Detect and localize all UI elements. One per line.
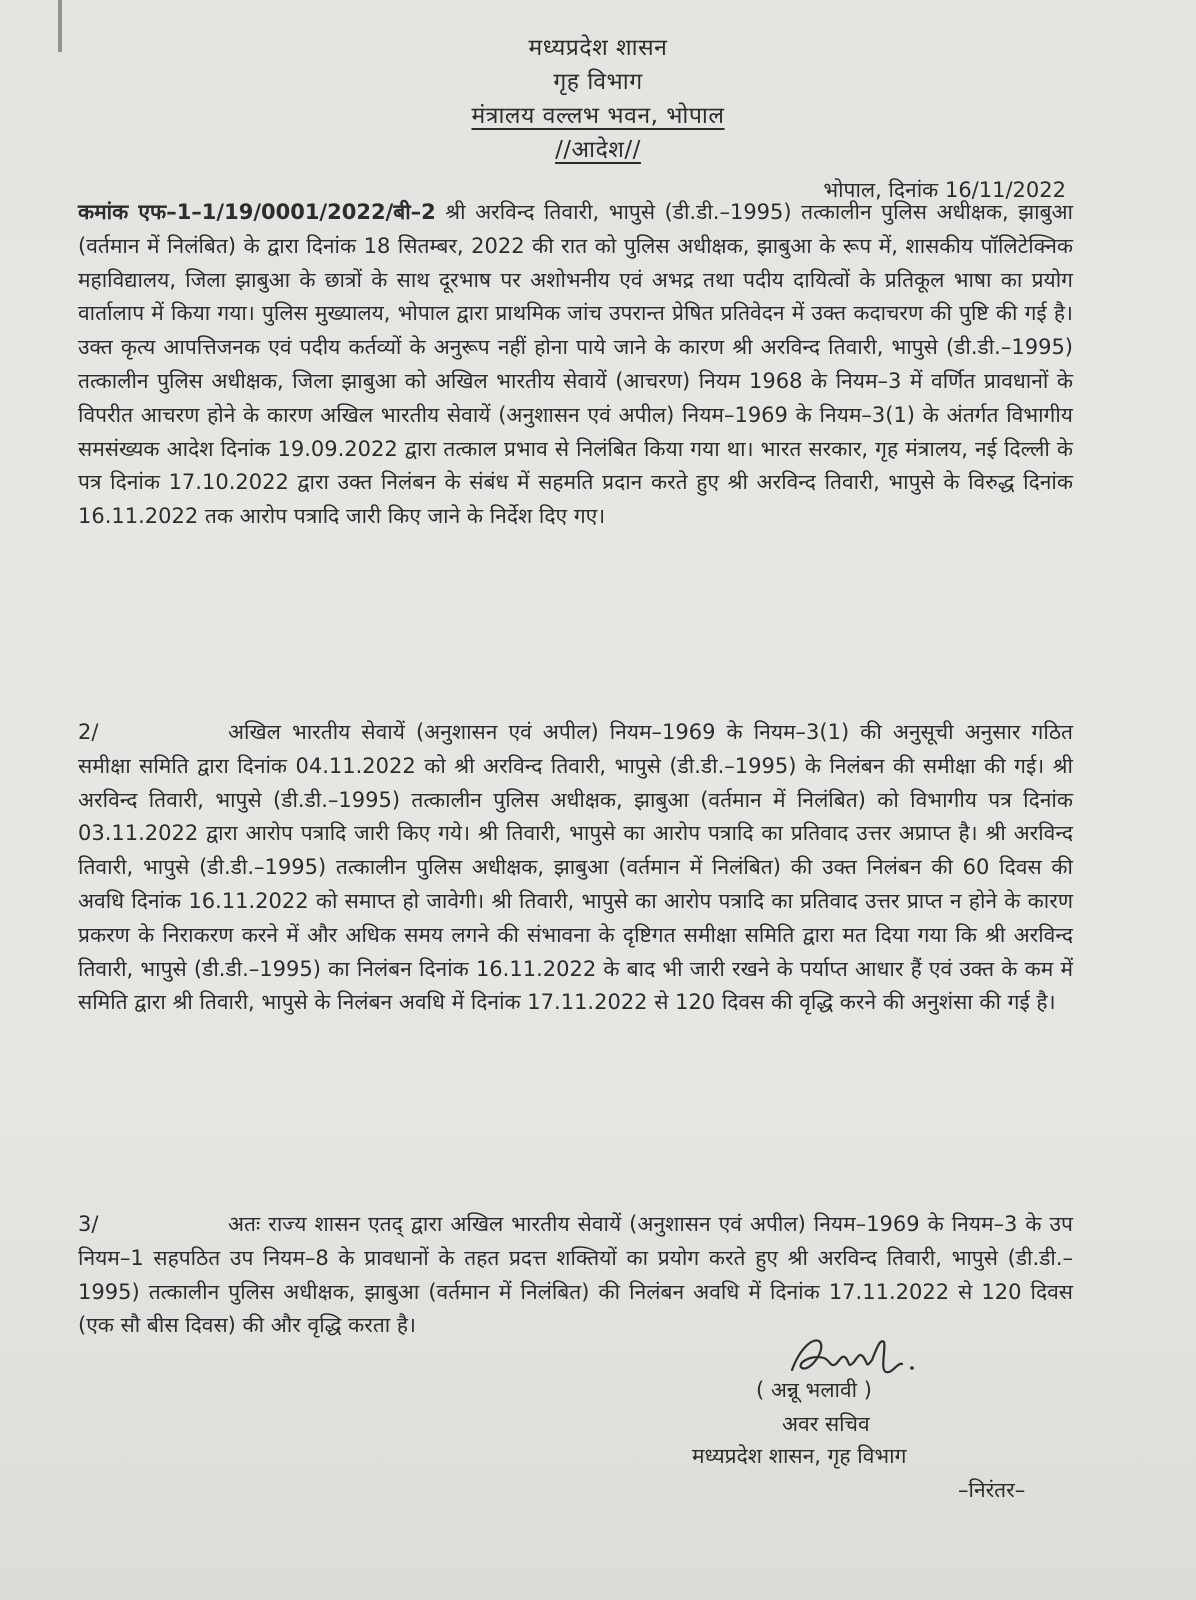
signatory-office: मध्यप्रदेश शासन, गृह विभाग	[692, 1444, 907, 1468]
order-date: भोपाल, दिनांक 16/11/2022	[823, 178, 1066, 202]
paragraph-3-text: अतः राज्य शासन एतद् द्वारा अखिल भारतीय सेवायें (अनुशासन एवं अपील) नियम–1969 के नियम–3 के उप नियम–1 सहपठित उप नियम–8 के प्रावधानों के तहत प्रदत्त शक्तियों का प्रयोग करते हुए श्री अरविन्द तिवारी, भापुसे (डी.डी.–1995) तत्कालीन पुलिस अधीक्षक, झाबुआ (वर्तमान में निलंबित) की निलंबन अवधि में दिनांक 17.11.2022 से 120 दिवस (एक सौ बीस दिवस) की और वृद्धि करता है।	[78, 1212, 1073, 1338]
header-government: मध्यप्रदेश शासन	[528, 35, 668, 61]
signatory-designation: अवर सचिव	[782, 1412, 870, 1436]
order-number: कमांक एफ–1–1/19/0001/2022/बी–2	[78, 200, 436, 224]
header-address: मंत्रालय वल्लभ भवन, भोपाल	[471, 103, 725, 129]
paragraph-2	[78, 716, 1073, 1020]
header-order-title: //आदेश//	[555, 137, 641, 163]
paragraph-1-text: श्री अरविन्द तिवारी, भापुसे (डी.डी.–1995) तत्कालीन पुलिस अधीक्षक, झाबुआ (वर्तमान में निलंबित) के द्वारा दिनांक 18 सितम्बर, 2022 की रात को पुलिस अधीक्षक, झाबुआ के रूप में, शासकीय पॉलिटेक्निक महाविद्यालय, जिला झाबुआ के छात्रों के साथ दूरभाष पर अशोभनीय एवं अभद्र तथा पदीय दायित्वों के प्रतिकूल भाषा का प्रयोग वार्तालाप में किया गया। पुलिस मुख्यालय, भोपाल द्वारा प्राथमिक जांच उपरान्त प्रेषित प्रतिवेदन में उक्त कदाचरण की पुष्टि की गई है। उक्त कृत्य आपत्तिजनक एवं पदीय कर्तव्यों के अनुरूप नहीं होना पाये जाने के कारण श्री अरविन्द तिवारी, भापुसे (डी.डी.–1995) तत्कालीन पुलिस अधीक्षक, जिला झाबुआ को अखिल भारतीय सेवायें (आचरण) नियम 1968 के नियम–3 में वर्णित प्रावधानों के विपरीत आचरण होने के कारण अखिल भारतीय सेवायें (अनुशासन एवं अपील) नियम–1969 के नियम–3(1) के अंतर्गत विभागीय समसंख्यक आदेश दिनांक 19.09.2022 द्वारा तत्काल प्रभाव से निलंबित किया गया था। भारत सरकार, गृह मंत्रालय, नई दिल्ली के पत्र दिनांक 17.10.2022 द्वारा उक्त निलंबन के संबंध में सहमति प्रदान करते हुए श्री अरविन्द तिवारी, भापुसे के विरुद्ध दिनांक 16.11.2022 तक आरोप पत्रादि जारी किए जाने के निर्देश दिए गए।	[78, 200, 1073, 529]
paragraph-2-text: अखिल भारतीय सेवायें (अनुशासन एवं अपील) नियम–1969 के नियम–3(1) की अनुसूची अनुसार गठित समीक्षा समिति द्वारा दिनांक 04.11.2022 को श्री अरविन्द तिवारी, भापुसे (डी.डी.–1995) के निलंबन की समीक्षा की गई। श्री अरविन्द तिवारी, भापुसे (डी.डी.–1995) तत्कालीन पुलिस अधीक्षक, झाबुआ (वर्तमान में निलंबित) को विभागीय पत्र दिनांक 03.11.2022 द्वारा आरोप पत्रादि जारी किए गये। श्री तिवारी, भापुसे का आरोप पत्रादि का प्रतिवाद उत्तर अप्राप्त है। श्री अरविन्द तिवारी, भापुसे (डी.डी.–1995) तत्कालीन पुलिस अधीक्षक, झाबुआ (वर्तमान में निलंबित) की उक्त निलंबन की 60 दिवस की अवधि दिनांक 16.11.2022 को समाप्त हो जावेगी। श्री तिवारी, भापुसे का आरोप पत्रादि का प्रतिवाद उत्तर प्राप्त न होने के कारण प्रकरण के निराकरण करने में और अधिक समय लगने की संभावना के दृष्टिगत समीक्षा समिति द्वारा मत दिया गया कि श्री अरविन्द तिवारी, भापुसे (डी.डी.–1995) का निलंबन दिनांक 16.11.2022 के बाद भी जारी रखने के पर्याप्त आधार हैं एवं उक्त के कम में समिति द्वारा श्री तिवारी, भापुसे के निलंबन अवधि में दिनांक 17.11.2022 से 120 दिवस की वृद्धि करने की अनुशंसा की गई है।	[78, 720, 1073, 1015]
signatory-name: ( अन्नू भलावी )	[756, 1378, 872, 1402]
signature-block	[692, 1328, 1026, 1558]
paragraph-1	[78, 196, 1073, 534]
paragraph-2-number: 2/	[78, 720, 99, 744]
header-department: गृह विभाग	[553, 69, 643, 95]
paragraph-3	[78, 1208, 1073, 1343]
paragraph-3-number: 3/	[78, 1212, 99, 1236]
continued-marker: –निरंतर–	[958, 1478, 1026, 1502]
